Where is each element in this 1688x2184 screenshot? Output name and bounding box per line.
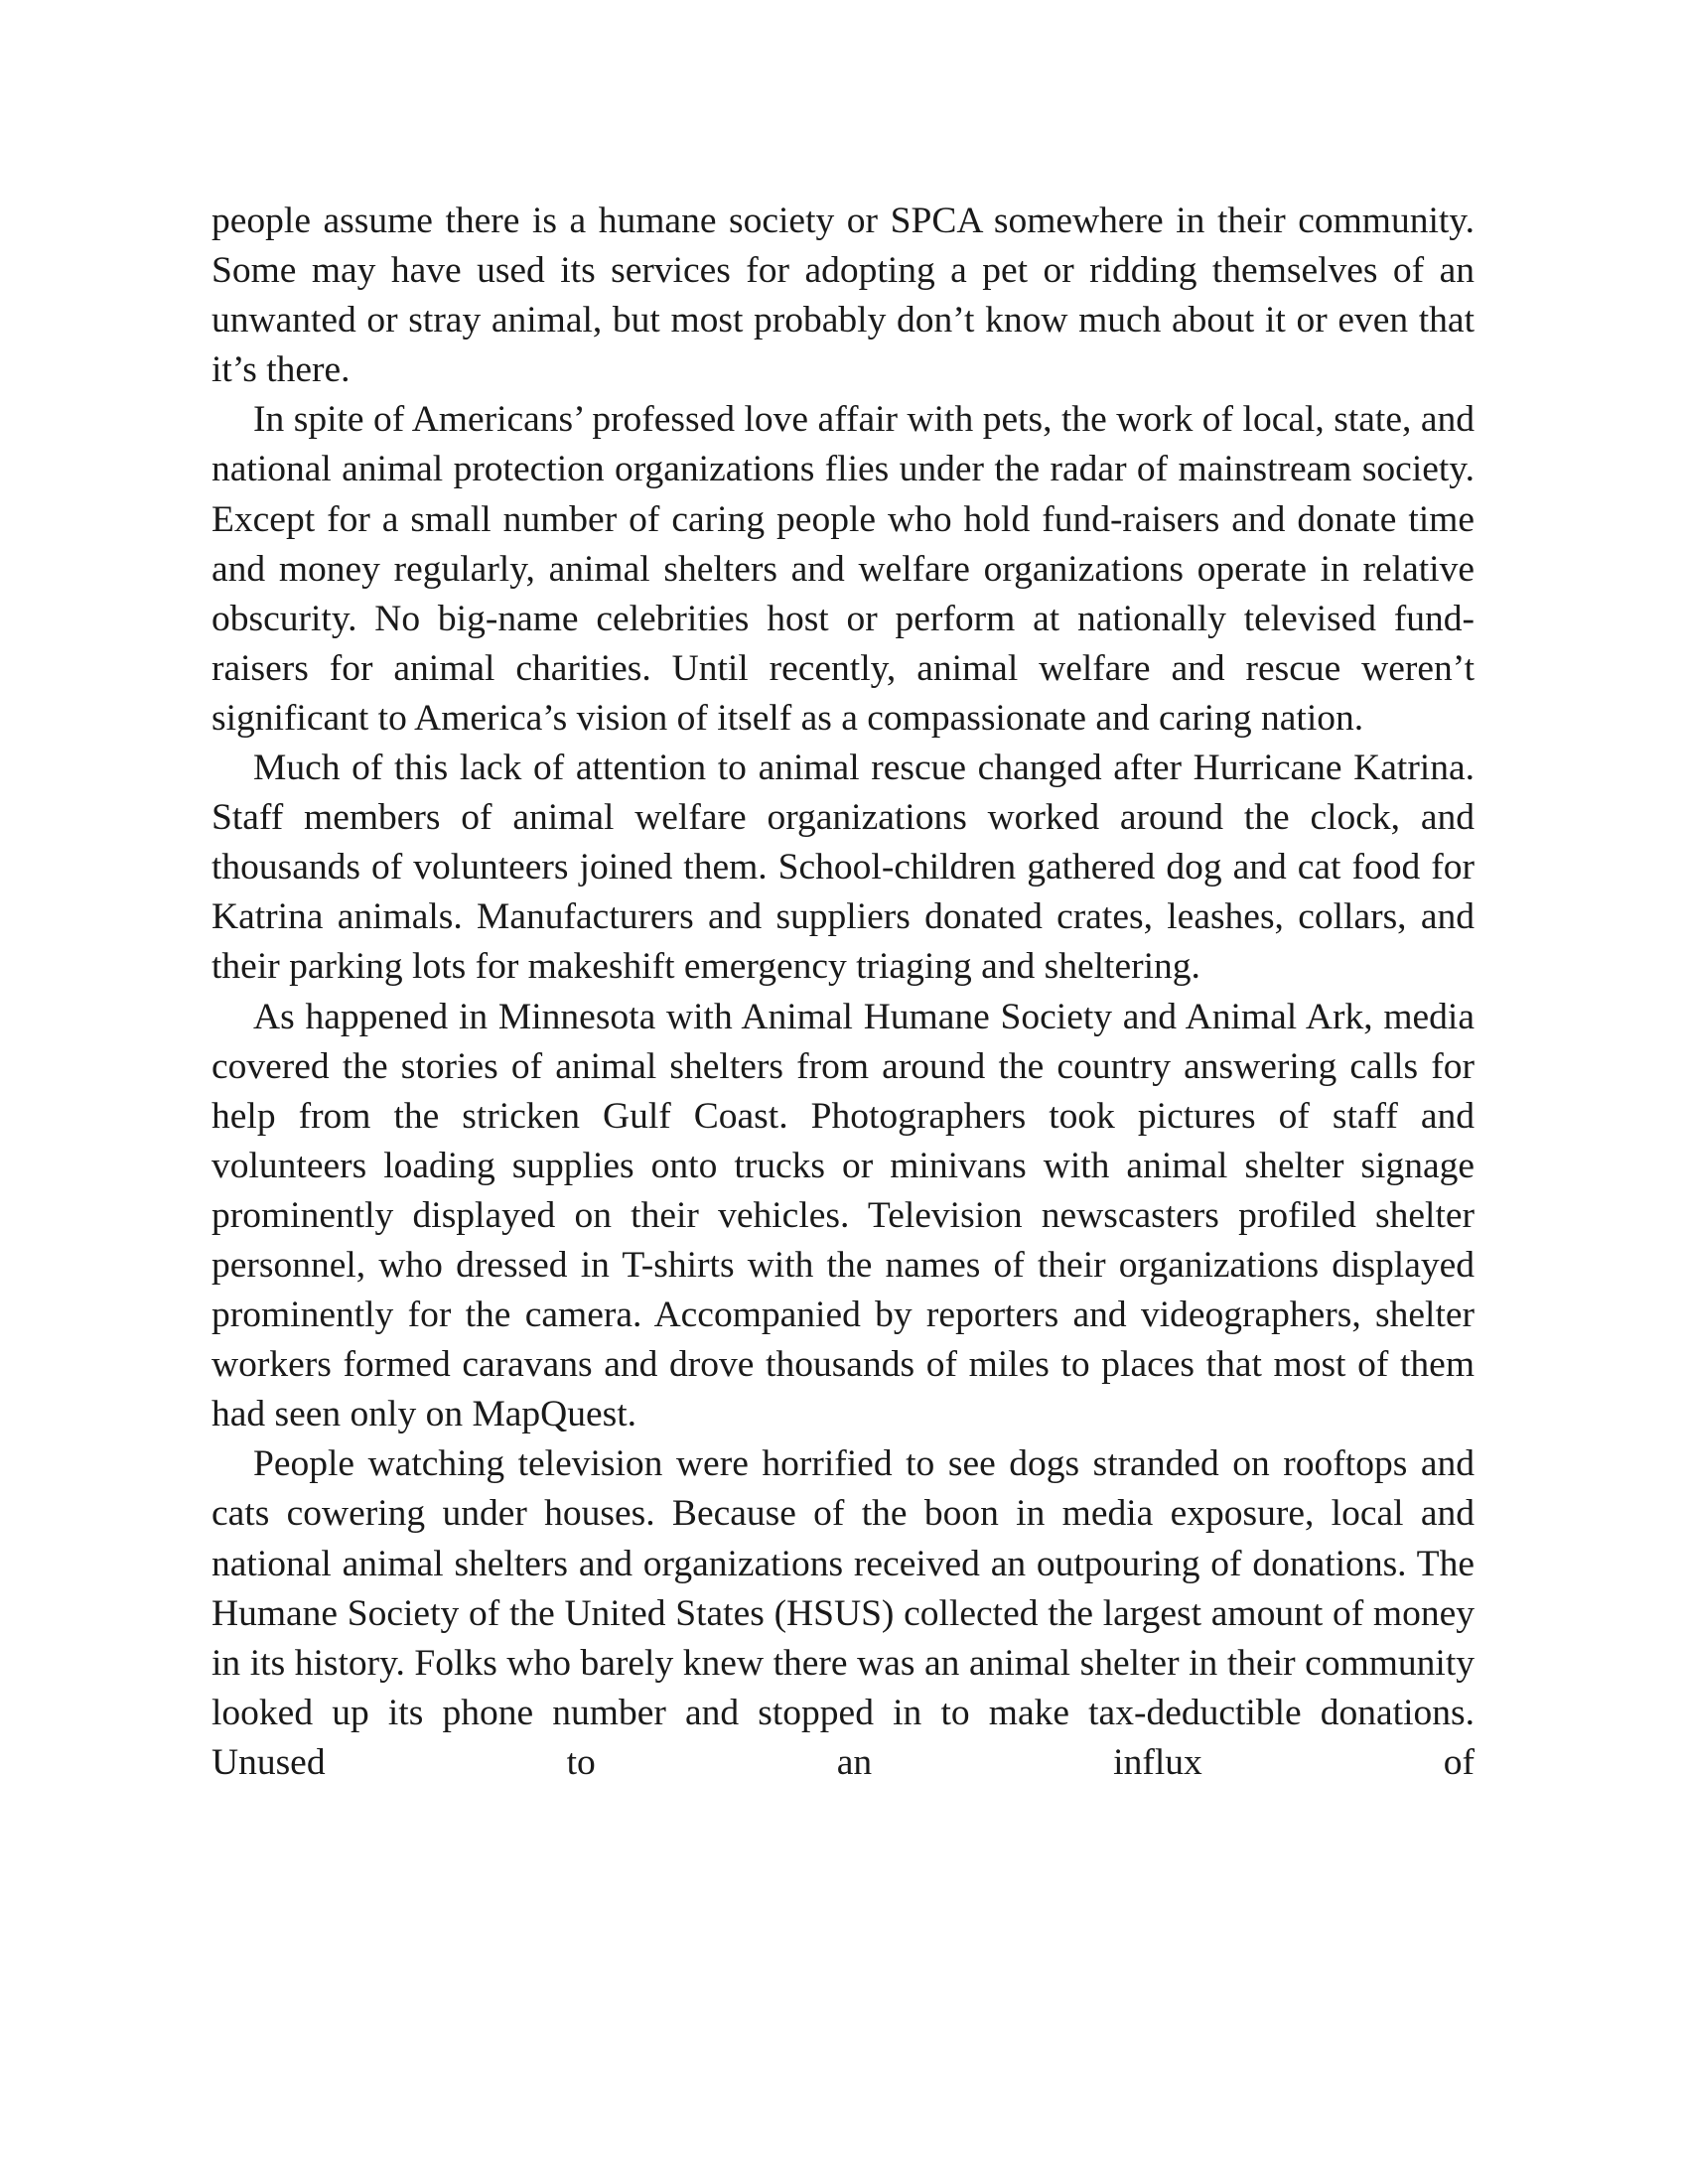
paragraph-continued: people assume there is a humane society or SPCA somewhere in their community. Some may have used its services for adopting a pet or ridding themselves of an unwanted or stray animal, but most probably don’t know much about it or even that it’s there. [211, 201, 1475, 391]
paragraph: As happened in Minnesota with Animal Humane Society and Animal Ark, media covered the stories of animal shelters from around the country answering calls for help from the stricken Gulf Coast. Photographers took pictures of staff and volunteers loading supplies onto trucks or minivans with animal shelter signage prominently displayed on their vehicles. Television newscasters profiled shelter personnel, who dressed in T-shirts with the names of their organizations displayed prominently for the camera. Accompanied by reporters and videographers, shelter workers formed caravans and drove thousands of miles to places that most of them had seen only on MapQuest. [211, 996, 1475, 1435]
paragraph: People watching television were horrified to see dogs stranded on rooftops and cats cowering under houses. Because of the boon in media exposure, local and national animal shelters and organizations received an outpouring of donations. The Humane Society of the United States (HSUS) collected the largest amount of money in its history. Folks who barely knew there was an animal shelter in their community looked up its phone number and stopped in to make tax-deductible donations. Unused to an influx of [211, 1443, 1475, 1783]
body-text [211, 197, 1475, 1788]
paragraph: In spite of Americans’ professed love affair with pets, the work of local, state, and national animal protection organizations flies under the radar of mainstream society. Except for a small number of caring people who hold fund-raisers and donate time and money regularly, animal shelters and welfare organizations operate in relative obscurity. No big-name celebrities host or perform at nationally televised fund-raisers for animal charities. Until recently, animal welfare and rescue weren’t significant to America’s vision of itself as a compassionate and caring nation. [211, 399, 1475, 739]
paragraph: Much of this lack of attention to animal rescue changed after Hurricane Katrina. Staff members of animal welfare organizations worked around the clock, and thousands of volunteers joined them. School-children gathered dog and cat food for Katrina animals. Manufacturers and suppliers donated crates, leashes, collars, and their parking lots for makeshift emergency triaging and sheltering. [211, 748, 1475, 988]
